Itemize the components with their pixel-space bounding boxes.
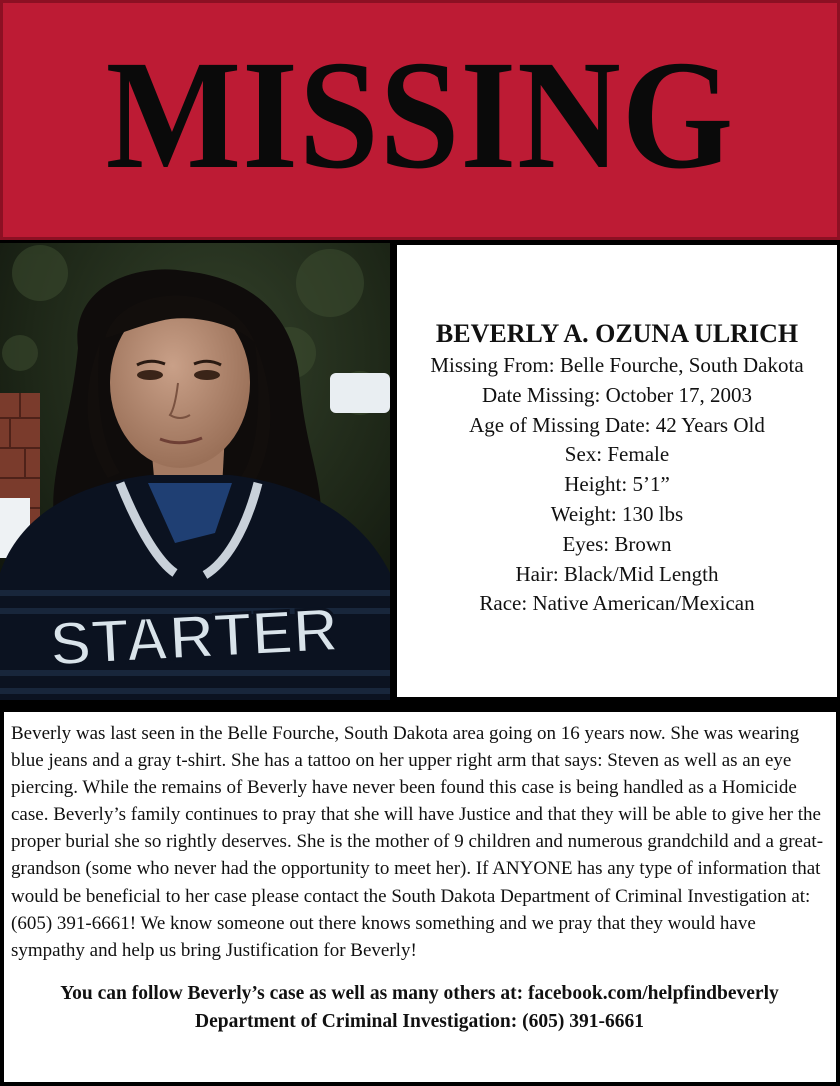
missing-person-photo	[0, 243, 390, 700]
person-name: BEVERLY A. OZUNA ULRICH	[435, 319, 799, 348]
person-info-panel	[397, 245, 837, 697]
case-description-panel	[4, 712, 836, 1082]
detail-weight: Weight: 130 lbs	[550, 501, 684, 526]
contact-footer	[11, 980, 828, 1036]
detail-date-missing: Date Missing: October 17, 2003	[481, 382, 753, 407]
detail-hair: Hair: Black/Mid Length	[515, 561, 719, 586]
detail-height: Height: 5’1”	[564, 472, 670, 497]
shirt-lettering: STARTER	[48, 595, 340, 680]
dci-contact-line: Department of Criminal Investigation: (605) 391-6661	[195, 1010, 644, 1032]
detail-sex: Sex: Female	[564, 442, 670, 467]
detail-race: Race: Native American/Mexican	[479, 591, 755, 616]
detail-age: Age of Missing Date: 42 Years Old	[469, 412, 765, 437]
person-photo-illustration	[0, 243, 390, 700]
banner-title: MISSING	[105, 28, 735, 201]
missing-banner	[0, 0, 840, 240]
detail-eyes: Eyes: Brown	[562, 531, 672, 556]
facebook-follow-line[interactable]: You can follow Beverly’s case as well as many others at: facebook.com/helpfindbeverly	[60, 982, 779, 1004]
detail-missing-from: Missing From: Belle Fourche, South Dakota	[430, 353, 804, 377]
case-description: Beverly was last seen in the Belle Fourche, South Dakota area going on 16 years now. She was wearing blue jeans and a gray t-shirt. She has a tattoo on her upper right arm that says: Steven as well as an eye piercing. While the remains of Beverly have never been found this case is being handled as a Homicide case. Beverly’s family continues to pray that she will have Justice and that they will be able to give her the proper burial she so rightly deserves. She is the mother of 9 children and numerous grandchild and a great-grandson (some who never had the opportunity to meet her). If ANYONE has any type of information that would be beneficial to her case please contact the South Dakota Department of Criminal Investigation at: (605) 391-6661! We know someone out there knows something and we pray that they would have sympathy and help us bring Justification for Beverly!	[11, 723, 824, 961]
